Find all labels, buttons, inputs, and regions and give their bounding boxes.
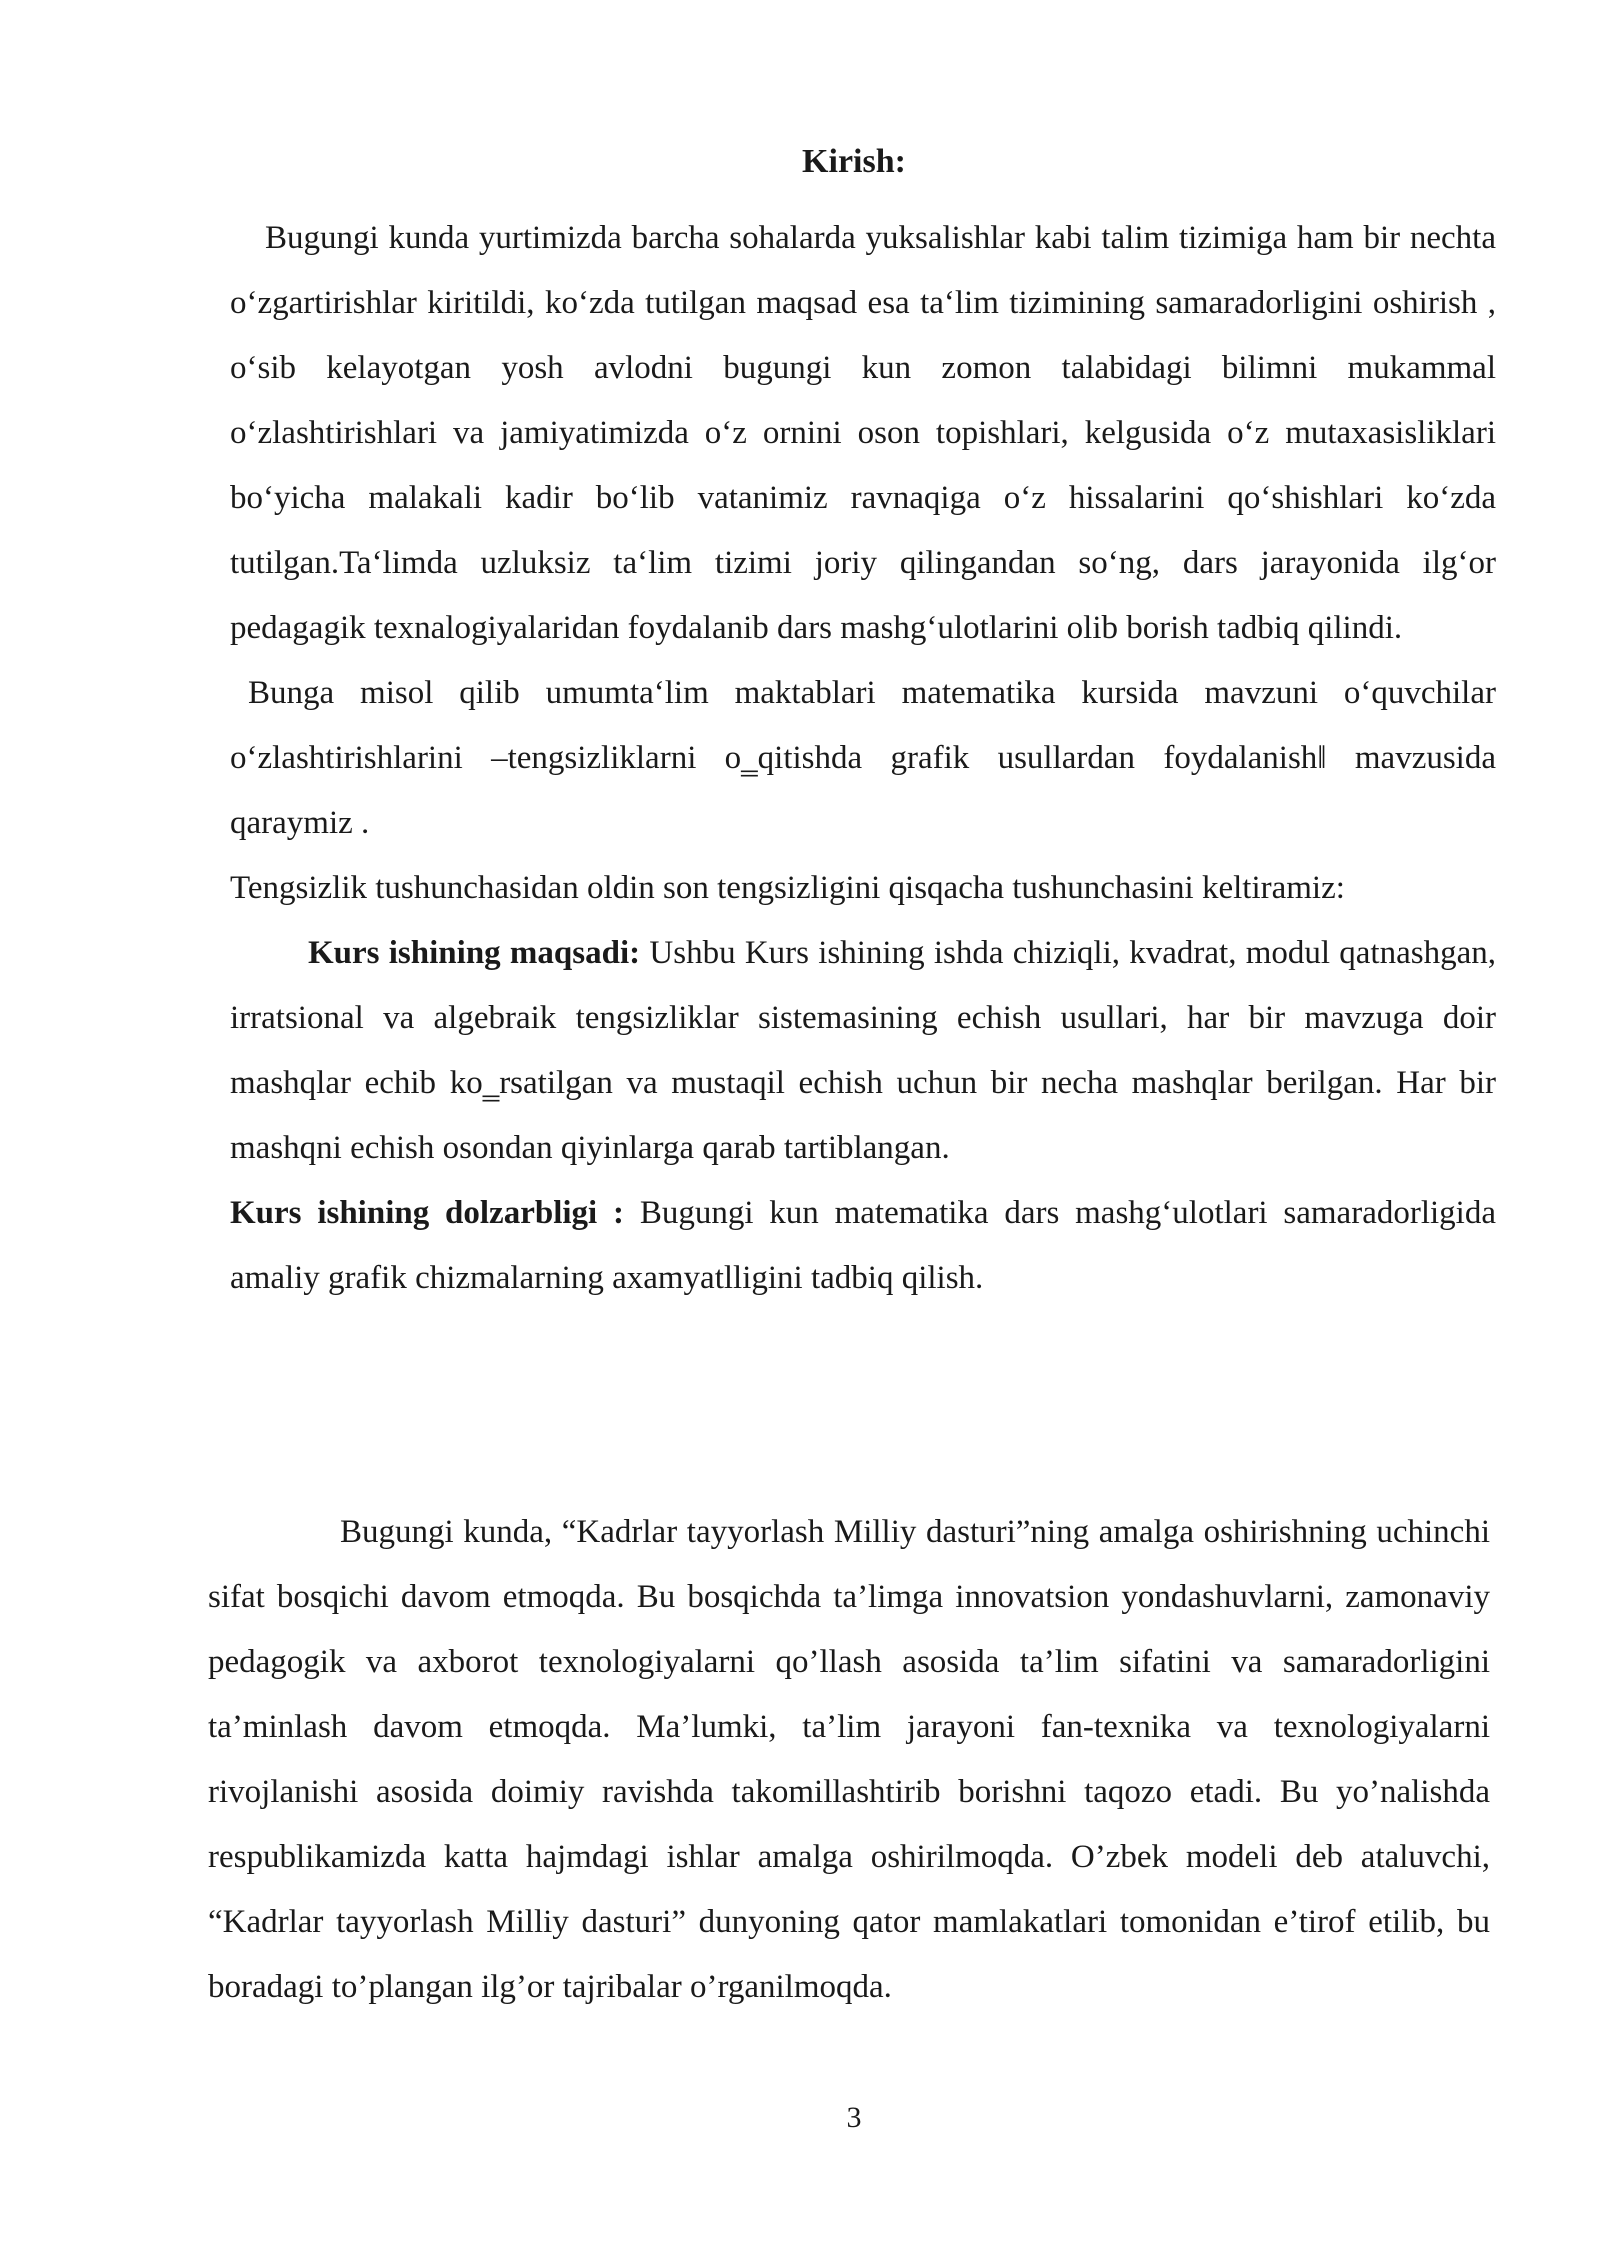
section-heading: Kirish: bbox=[802, 143, 906, 180]
paragraph-course-relevance bbox=[230, 1181, 1496, 1311]
intro-block bbox=[230, 206, 1496, 1311]
paragraph-inequality-concept: Tengsizlik tushunchasidan oldin son tengsizligini qisqacha tushunchasini keltiramiz: bbox=[230, 870, 1345, 906]
course-relevance-label: Kurs ishining dolzarbligi : bbox=[230, 1195, 625, 1231]
paragraph-national-program: Bugungi kunda, “Kadrlar tayyorlash Milliy dasturi”ning amalga oshirishning uchinchi sifat bosqichi davom etmoqda. Bu bosqichda ta’limga innovatsion yondashuvlarni, zamonaviy pedagogik va axborot texnologiyalarni qo’llash asosida ta’lim sifatini va samaradorligini ta’minlash davom etmoqda. Ma’lumki, ta’lim jarayoni fan-texnika va texnologiyalarni rivojlanishi asosida doimiy ravishda takomillashtirib borishni taqozo etadi. Bu yo’nalishda respublikamizda katta hajmdagi ishlar amalga oshirilmoqda. O’zbek modeli deb ataluvchi, “Kadrlar tayyorlash Milliy dasturi” dunyoning qator mamlakatlari tomonidan e’tirof etilib, bu boradagi to’plangan ilg’or tajribalar o’rganilmoqda. bbox=[208, 1514, 1490, 2005]
paragraph-example: Bunga misol qilib umumta‘lim maktablari matematika kursida mavzuni o‘quvchilar o‘zlashtirishlarini –tengsizliklarni o‗qitishda grafik usullardan foydalanish‖ mavzusida qaraymiz . bbox=[230, 675, 1496, 841]
course-goal-text: Ushbu Kurs ishining ishda chiziqli, kvadrat, modul qatnashgan, irratsional va algebraik tengsizliklar sistemasining echish usullari, har bir mavzuga doir mashqlar echib ko‗rsatilgan va mustaqil echish uchun bir necha mashqlar berilgan. Har bir mashqni echish osondan qiyinlarga qarab tartiblangan. bbox=[230, 935, 1496, 1166]
course-goal-label: Kurs ishining maqsadi: bbox=[308, 935, 641, 971]
page-number: 3 bbox=[846, 2101, 862, 2134]
national-program-block bbox=[208, 1500, 1490, 2020]
course-relevance-text: Bugungi kun matematika dars mashg‘ulotlari samaradorligida amaliy grafik chizmalarning axamyatlligini tadbiq qilish. bbox=[230, 1195, 1496, 1296]
paragraph-course-goal bbox=[230, 921, 1496, 1181]
paragraph-intro: Bugungi kunda yurtimizda barcha sohalarda yuksalishlar kabi talim tizimiga ham bir nechta o‘zgartirishlar kiritildi, ko‘zda tutilgan maqsad esa ta‘lim tizimining samaradorligini oshirish , o‘sib kelayotgan yosh avlodni bugungi kun zomon talabidagi bilimni mukammal o‘zlashtirishlari va jamiyatimizda o‘z ornini oson topishlari, kelgusida o‘z mutaxasisliklari bo‘yicha malakali kadir bo‘lib vatanimiz ravnaqiga o‘z hissalarini qo‘shishlari ko‘zda tutilgan.Ta‘limda uzluksiz ta‘lim tizimi joriy qilingandan so‘ng, dars jarayonida ilg‘or pedagagik texnalogiyalaridan foydalanib dars mashg‘ulotlarini olib borish tadbiq qilindi. bbox=[230, 220, 1496, 646]
